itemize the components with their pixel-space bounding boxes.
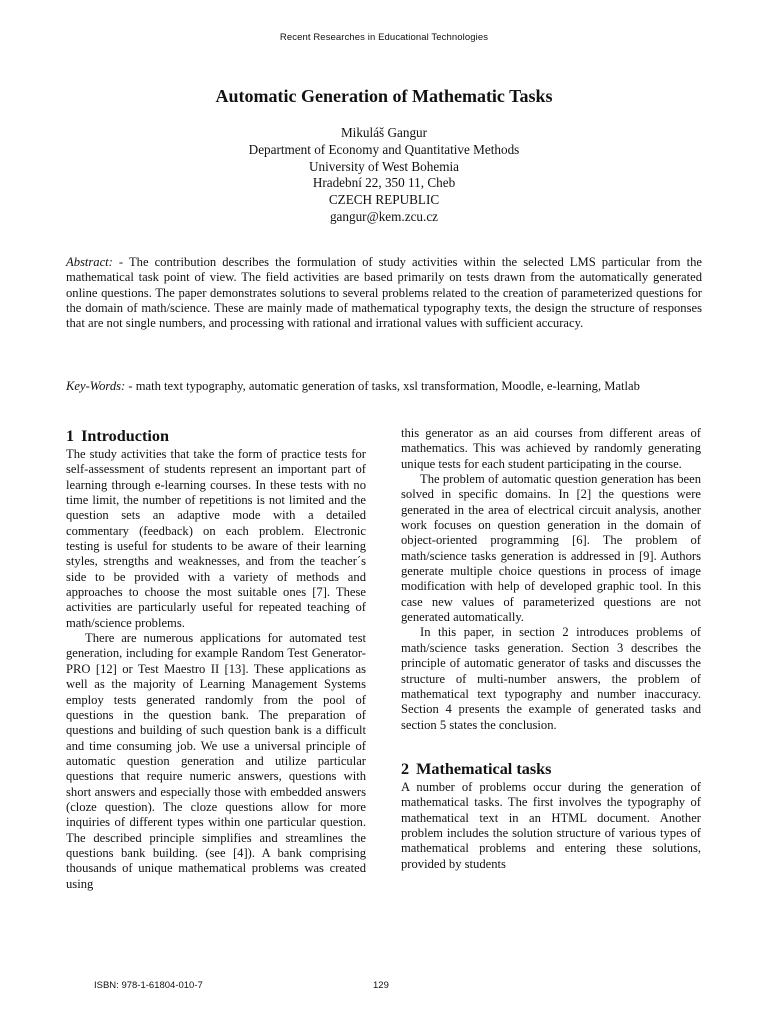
paragraph: The study activities that take the form of practice tests for self-assessment of students represent an important part of learning through e-learning courses. In these tests with no time limit, the number of repetitions is not limited and the question sets an adaptive mode with a detailed commentary (feedback) on each problem. Electronic testing is useful for students to be aware of their learning styles, strengths and weaknesses, and from the teacher´s side to be provided with a variety of methods and approaches to choose the most suitable ones [7]. These activities are particularly useful for repeated teaching of math/science problems. [66,447,366,630]
keywords [66,379,702,394]
section-number: 2 [401,759,410,778]
author-address: Hradební 22, 350 11, Cheb [312,175,456,191]
footer-isbn: ISBN: 978-1-61804-010-7 [94,980,203,991]
section-heading-mathematical-tasks [401,759,701,779]
paragraph: There are numerous applications for automated test generation, including for example Random Test Generator-PRO [12] or Test Maestro II [13]. These applications as well as the majority of Learning Management Systems employ tests generated randomly from the pool of questions in the question bank. The preparation of questions and building of such question bank is a difficult and time consuming job. We use a universal principle of automatic question generation and utilize particular questions that require numeric answers, questions with short answers and especially those with embedded answers (cloze question). The cloze questions allow for more inquiries of different types within one particular question. The described principle simplifies and streamlines the questions bank building. (see [4]). A bank comprising thousands of unique mathematical problems was created using [66,631,366,891]
section-title: Mathematical tasks [416,759,552,778]
section-title: Introduction [81,427,169,445]
footer-page-number: 129 [373,980,389,991]
paragraph: this generator as an aid courses from different areas of mathematics. This was achieved by randomly generating unique tests for each student participating in the course. [401,426,701,471]
section-heading-introduction [66,426,366,446]
author-university: University of West Bohemia [309,158,459,174]
paragraph: The problem of automatic question generation has been solved in specific domains. In [2] the questions were generated in the area of electrical circuit analysis, another work focuses on question generation in the domain of object-oriented programming [6]. The problem of math/science tasks generation is addressed in [9]. Authors generate multiple choice questions in process of image modification with help of developed graphic tool. In this case new values of parameterized questions are not generated automatically. [401,472,701,625]
author-block [0,125,768,226]
running-header: Recent Researches in Educational Technologies [279,32,489,43]
section-number: 1 [66,427,75,445]
paragraph: In this paper, in section 2 introduces problems of math/science tasks generation. Section 3 describes the principle of automatic generator of tasks and discusses the structure of multi-number answers, the problem of mathematical text typography and number inaccuracy. Section 4 presents the example of generated tasks and section 5 states the conclusion. [401,625,701,732]
keywords-label: Key-Words: [66,379,126,393]
paragraph: A number of problems occur during the generation of mathematical tasks. The first involves the typography of mathematical text in an HTML document. Another problem includes the solution structure of various types of mathematical problems and entering these solutions, provided by students [401,779,701,871]
author-department: Department of Economy and Quantitative Methods [248,141,520,157]
abstract [66,255,702,331]
abstract-label: Abstract: [66,255,113,269]
abstract-text: - The contribution describes the formulation of study activities within the selected LMS particular from the mathematical task point of view. The field activities are based primarily on tests drawn from the automatically generated online questions. The paper demonstrates solutions to several problems related to the creation of parameterized questions for the domain of math/science. These are mainly made of mathematical typography texts, the design the structure of responses that are not single numbers, and processing with rational and irrational values with sufficient accuracy. [66,255,702,331]
author-email: gangur@kem.zcu.cz [329,208,439,224]
right-column [401,426,701,872]
author-name: Mikuláš Gangur [340,125,428,140]
left-column [66,426,366,892]
paper-title: Automatic Generation of Mathematic Tasks [215,86,553,106]
keywords-text: - math text typography, automatic generation of tasks, xsl transformation, Moodle, e-learning, Matlab [125,379,640,393]
author-country: CZECH REPUBLIC [328,192,440,208]
